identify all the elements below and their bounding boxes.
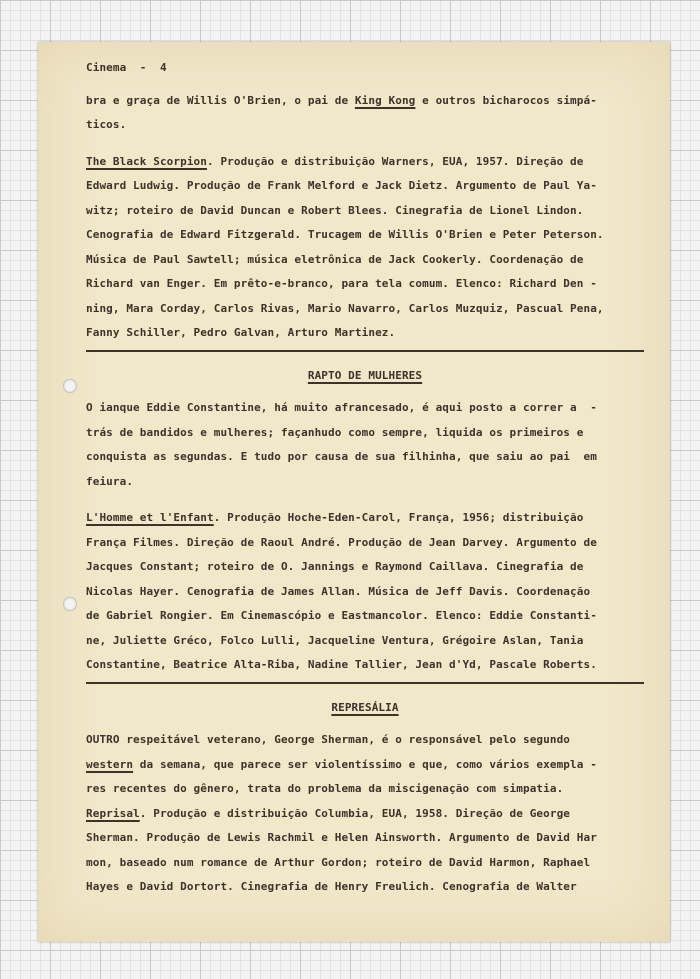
credits-line: Cenografia de Edward Fitzgerald. Trucagem de Willis O'Brien e Peter Peterson. <box>86 228 604 241</box>
credits-line: Reprisal. Produção e distribuição Columbia, EUA, 1958. Direção de George <box>86 806 571 820</box>
credits-film-title: L'Homme et l'Enfant <box>86 511 214 524</box>
credits-line: Fanny Schiller, Pedro Galvan, Arturo Martinez. <box>86 326 396 339</box>
film-title-king-kong: King Kong <box>354 93 416 107</box>
section-heading: RAPTO DE MULHERES <box>307 368 423 382</box>
punch-hole <box>63 597 77 611</box>
paragraph-line: OUTRO respeitável veterano, George Sherman, é o responsável pelo segundo <box>86 733 571 746</box>
paragraph-line: feiura. <box>86 474 134 488</box>
credits-line: Richard van Enger. Em prêto-e-branco, para tela comum. Elenco: Richard Den - <box>86 277 597 290</box>
credits-line: L'Homme et l'Enfant. Produção Hoche-Eden-Carol, França, 1956; distribuição <box>86 511 584 524</box>
credits-line: The Black Scorpion. Produção e distribuição Warners, EUA, 1957. Direção de <box>86 154 584 168</box>
paragraph-line: conquista as segundas. E tudo por causa de sua filhinha, que saiu ao pai em <box>86 450 597 463</box>
punch-hole <box>63 379 77 393</box>
credits-line: de Gabriel Rongier. Em Cinemascópio e Eastmancolor. Elenco: Eddie Constanti- <box>86 609 597 622</box>
credits-line: mon, baseado num romance de Arthur Gordon; roteiro de David Harmon, Raphael <box>86 855 591 869</box>
page-header: Cinema - 4 <box>86 61 167 74</box>
credits-line: Edward Ludwig. Produção de Frank Melford e Jack Dietz. Argumento de Paul Ya- <box>86 179 597 192</box>
credits-line: Hayes e David Dortort. Cinegrafia de Henry Freulich. Cenografia de Walter <box>86 880 577 893</box>
credits-line: França Filmes. Direção de Raoul André. Produção de Jean Darvey. Argumento de <box>86 535 597 549</box>
paragraph-line: O ianque Eddie Constantine, há muito afrancesado, é aqui posto a correr a - <box>86 401 597 414</box>
paragraph-line: western da semana, que parece ser violentíssimo e que, como vários exempla - <box>86 757 597 771</box>
typewritten-page <box>38 42 670 942</box>
paragraph-line: ticos. <box>86 118 127 131</box>
credits-film-title: Reprisal <box>86 806 140 820</box>
credits-film-title: The Black Scorpion <box>86 154 208 168</box>
paragraph-line: res recentes do gênero, trata do problema da miscigenação com simpatia. <box>86 782 564 795</box>
paragraph-line: trás de bandidos e mulheres; façanhudo como sempre, liquida os primeiros e <box>86 425 584 439</box>
credits-line: Nicolas Hayer. Cenografia de James Allan. Música de Jeff Davis. Coordenação <box>86 584 591 598</box>
credits-line: ning, Mara Corday, Carlos Rivas, Mario Navarro, Carlos Muzquiz, Pascual Pena, <box>86 301 604 315</box>
section-divider <box>86 350 644 352</box>
credits-line: Jacques Constant; roteiro de O. Jannings e Raymond Caillava. Cinegrafia de <box>86 560 584 573</box>
credits-line: Sherman. Produção de Lewis Rachmil e Helen Ainsworth. Argumento de David Har <box>86 831 597 844</box>
section-heading: REPRESÁLIA <box>331 700 399 714</box>
paragraph-line: bra e graça de Willis O'Brien, o pai de King Kong e outros bicharocos simpá- <box>86 93 597 107</box>
credits-line: ne, Juliette Gréco, Folco Lulli, Jacqueline Ventura, Grégoire Aslan, Tania <box>86 633 584 647</box>
credits-line: Constantine, Beatrice Alta-Riba, Nadine Tallier, Jean d'Yd, Pascale Roberts. <box>86 658 597 671</box>
section-divider <box>86 682 644 684</box>
genre-word: western <box>86 757 134 771</box>
credits-line: Música de Paul Sawtell; música eletrônica de Jack Cookerly. Coordenação de <box>86 252 584 266</box>
credits-line: witz; roteiro de David Duncan e Robert Blees. Cinegrafia de Lionel Lindon. <box>86 203 584 217</box>
